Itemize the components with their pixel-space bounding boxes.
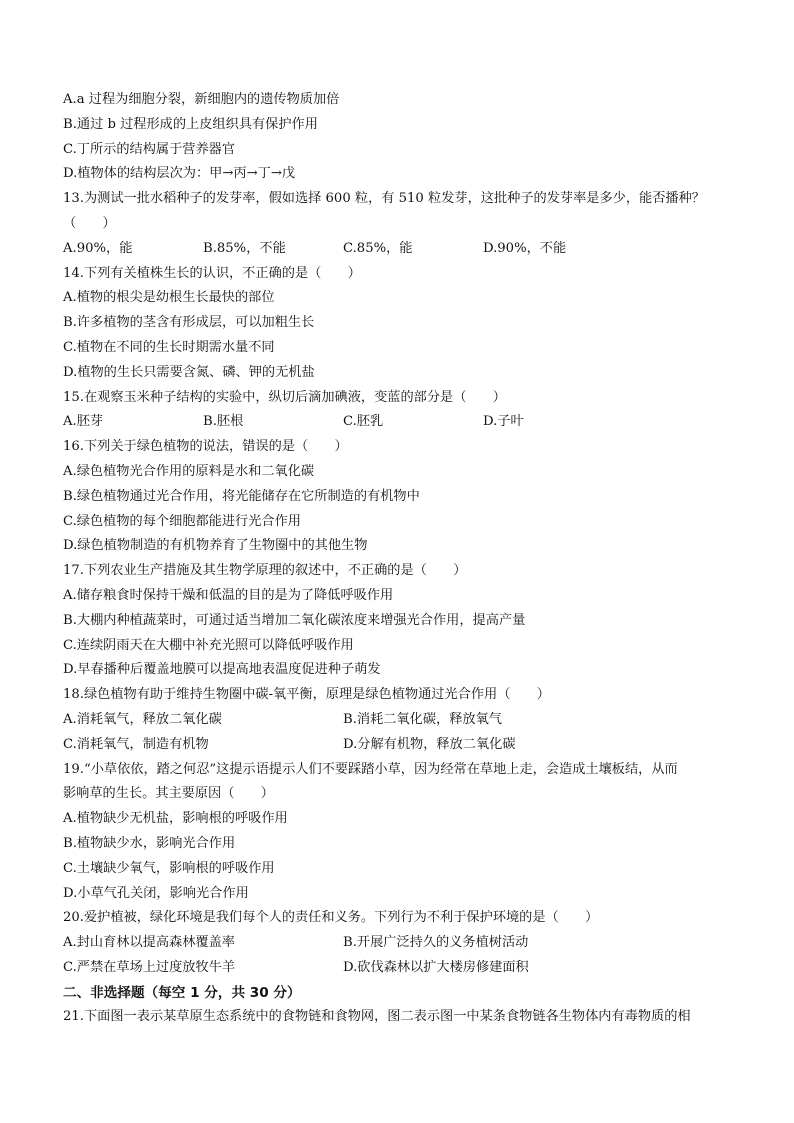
q20-option-c: C.严禁在草场上过度放牧牛羊 — [63, 959, 236, 975]
q12-option-b: B.通过 b 过程形成的上皮组织具有保护作用 — [63, 116, 318, 132]
q16-option-d: D.绿色植物制造的有机物养育了生物圈中的其他生物 — [63, 538, 368, 554]
q17-option-c: C.连续阴雨天在大棚中补充光照可以降低呼吸作用 — [63, 637, 354, 653]
q16-option-c: C.绿色植物的每个细胞都能进行光合作用 — [63, 513, 301, 529]
q15-stem: 15.在观察玉米种子结构的实验中，纵切后滴加碘液，变蓝的部分是（ ） — [63, 389, 506, 405]
q15-option-c: C.胚乳 — [343, 414, 384, 430]
q14-option-a: A.植物的根尖是幼根生长最快的部位 — [63, 290, 275, 306]
q17-option-a: A.储存粮食时保持干燥和低温的目的是为了降低呼吸作用 — [63, 587, 394, 603]
q13-option-c: C.85%，能 — [343, 240, 413, 256]
q20-option-b: B.开展广泛持久的义务植树活动 — [343, 935, 529, 951]
exam-page — [63, 88, 743, 1030]
q20-options-row1 — [63, 931, 743, 956]
q20-option-a: A.封山育林以提高森林覆盖率 — [63, 935, 235, 951]
q17-stem: 17.下列农业生产措施及其生物学原理的叙述中，不正确的是（ ） — [63, 563, 467, 579]
q12-option-a: A.a 过程为细胞分裂，新细胞内的遗传物质加倍 — [63, 92, 340, 107]
q20-option-d: D.砍伐森林以扩大楼房修建面积 — [343, 959, 529, 975]
q19-option-d: D.小草气孔关闭，影响光合作用 — [63, 885, 249, 901]
q14-option-b: B.许多植物的茎含有形成层，可以加粗生长 — [63, 315, 315, 331]
q18-option-c: C.消耗氧气，制造有机物 — [63, 736, 209, 752]
q16-stem: 16.下列关于绿色植物的说法，错误的是（ ） — [63, 439, 348, 455]
q17-option-d: D.早春播种后覆盖地膜可以提高地表温度促进种子萌发 — [63, 662, 381, 678]
q17-option-b: B.大棚内种植蔬菜时，可通过适当增加二氧化碳浓度来增强光合作用，提高产量 — [63, 612, 526, 628]
q16-option-a: A.绿色植物光合作用的原料是水和二氧化碳 — [63, 463, 315, 479]
section-heading-non-choice: 二、非选择题（每空 1 分，共 30 分） — [63, 984, 301, 1001]
q20-options-row2 — [63, 956, 743, 981]
q15-option-b: B.胚根 — [203, 414, 244, 430]
q12-option-c: C.丁所示的结构属于营养器官 — [63, 141, 236, 157]
q13-stem: 13.为测试一批水稻种子的发芽率，假如选择 600 粒，有 510 粒发芽，这批种子的发芽率是多少，能否播种？ — [63, 191, 705, 207]
q19-option-a: A.植物缺少无机盐，影响根的呼吸作用 — [63, 811, 288, 827]
q12-option-d: D.植物体的结构层次为：甲→丙→丁→戊 — [63, 166, 296, 182]
q19-option-c: C.土壤缺少氧气，影响根的呼吸作用 — [63, 860, 275, 876]
q21-stem: 21.下面图一表示某草原生态系统中的食物链和食物网，图二表示图一中某条食物链各生物体内有毒物质的相 — [63, 1009, 691, 1025]
q20-stem: 20.爱护植被，绿化环境是我们每个人的责任和义务。下列行为不利于保护环境的是（ ） — [63, 910, 599, 926]
q14-option-d: D.植物的生长只需要含氮、磷、钾的无机盐 — [63, 364, 315, 380]
q13-option-a: A.90%，能 — [63, 240, 133, 256]
q15-option-d: D.子叶 — [483, 414, 524, 430]
q15-option-a: A.胚芽 — [63, 414, 104, 430]
q19-stem: 19.“小草依依，踏之何忍”这提示语提示人们不要踩踏小草，因为经常在草地上走，会造成土壤板结，从而 — [63, 761, 678, 777]
q13-option-b: B.85%，不能 — [203, 240, 286, 256]
q18-stem: 18.绿色植物有助于维持生物圈中碳-氧平衡，原理是绿色植物通过光合作用（ ） — [63, 687, 550, 703]
q13-option-d: D.90%，不能 — [483, 240, 567, 256]
q18-option-b: B.消耗二氧化碳，释放氧气 — [343, 711, 502, 727]
q13-options — [63, 237, 743, 262]
q19-option-b: B.植物缺少水，影响光合作用 — [63, 835, 236, 851]
q15-options — [63, 410, 743, 435]
q18-option-a: A.消耗氧气，释放二氧化碳 — [63, 711, 222, 727]
q16-option-b: B.绿色植物通过光合作用，将光能储存在它所制造的有机物中 — [63, 488, 420, 504]
q19-stem-cont: 影响草的生长。其主要原因（ ） — [63, 786, 274, 802]
q18-option-d: D.分解有机物，释放二氧化碳 — [343, 736, 516, 752]
q14-stem: 14.下列有关植株生长的认识，不正确的是（ ） — [63, 265, 361, 281]
q18-options-row1 — [63, 708, 743, 733]
q13-answer-blank: （ ） — [63, 215, 116, 231]
q14-option-c: C.植物在不同的生长时期需水量不同 — [63, 339, 275, 355]
q18-options-row2 — [63, 733, 743, 758]
